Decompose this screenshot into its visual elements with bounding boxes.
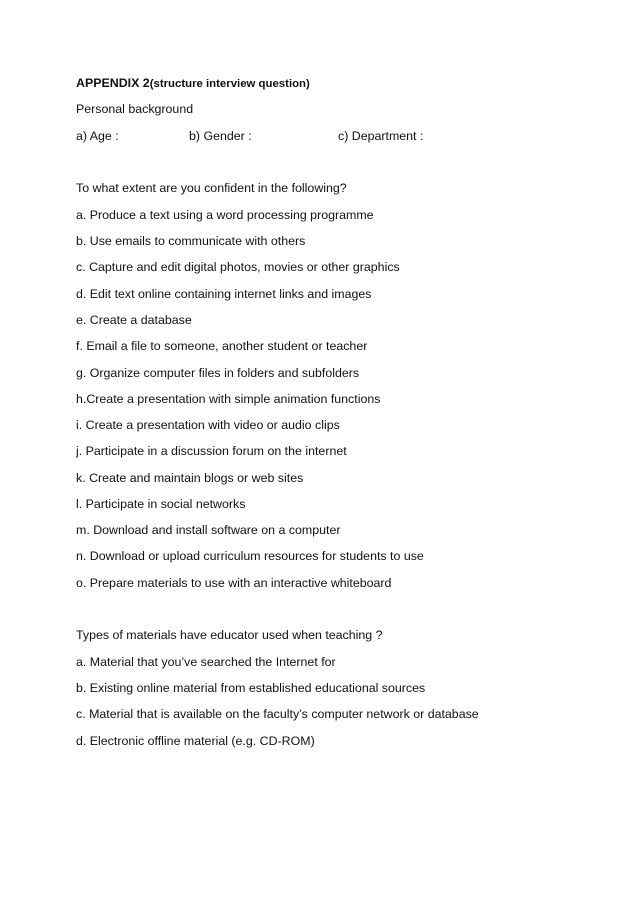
- list-item: n. Download or upload curriculum resources for students to use: [76, 549, 424, 563]
- list-item: a. Produce a text using a word processing programme: [76, 208, 374, 222]
- list-item: g. Organize computer files in folders and subfolders: [76, 366, 360, 380]
- appendix-title-sub: (structure interview question): [149, 78, 310, 90]
- list-item: b. Use emails to communicate with others: [76, 234, 306, 248]
- appendix-title-main: APPENDIX 2: [76, 76, 150, 90]
- age-field-label: a) Age :: [76, 129, 119, 143]
- list-item: c. Material that is available on the faculty’s computer network or database: [76, 707, 479, 721]
- list-item: j. Participate in a discussion forum on the internet: [76, 444, 347, 458]
- personal-fields-row: [76, 128, 496, 144]
- personal-background-heading: Personal background: [76, 102, 194, 116]
- appendix-title: [76, 75, 310, 92]
- list-item: h.Create a presentation with simple animation functions: [76, 392, 381, 406]
- list-item: b. Existing online material from established educational sources: [76, 681, 426, 695]
- list-item: i. Create a presentation with video or audio clips: [76, 418, 340, 432]
- list-item: f. Email a file to someone, another student or teacher: [76, 339, 368, 353]
- list-item: d. Electronic offline material (e.g. CD-ROM): [76, 734, 315, 748]
- confidence-question: To what extent are you confident in the following?: [76, 181, 347, 195]
- list-item: o. Prepare materials to use with an interactive whiteboard: [76, 576, 392, 590]
- list-item: m. Download and install software on a computer: [76, 523, 341, 537]
- list-item: a. Material that you’ve searched the Internet for: [76, 655, 336, 669]
- materials-question: Types of materials have educator used when teaching ?: [76, 628, 383, 642]
- list-item: l. Participate in social networks: [76, 497, 246, 511]
- department-field-label: c) Department :: [338, 129, 424, 143]
- list-item: k. Create and maintain blogs or web sites: [76, 471, 304, 485]
- list-item: d. Edit text online containing internet links and images: [76, 287, 372, 301]
- list-item: e. Create a database: [76, 313, 192, 327]
- list-item: c. Capture and edit digital photos, movies or other graphics: [76, 260, 400, 274]
- gender-field-label: b) Gender :: [189, 129, 252, 143]
